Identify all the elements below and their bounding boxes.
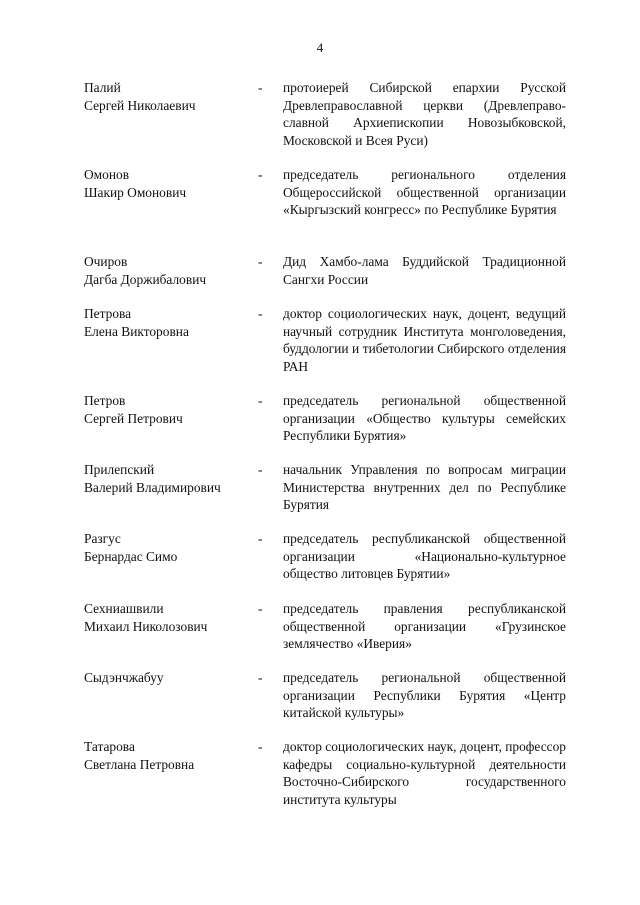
surname: Очиров — [84, 254, 128, 269]
surname: Омонов — [84, 167, 130, 182]
dash-separator: - — [258, 306, 263, 321]
surname: Петров — [84, 393, 126, 408]
position-description: доктор социологических наук, доцент, ведущий научный сотрудник Института монголоведения, буддологии и тибетологии Сибирского отделения РАН — [283, 306, 566, 374]
surname: Татарова — [84, 739, 135, 754]
person-name — [84, 669, 254, 687]
dash-separator: - — [258, 254, 263, 269]
surname: Сыдэнчжабуу — [84, 670, 164, 685]
position-description: председатель регионального отделения Общероссийской общественной организации «Кыргызский конгресс» по Республике Бурятия — [283, 167, 566, 217]
dash-separator: - — [258, 167, 263, 182]
given-names: Михаил Николозович — [84, 618, 208, 634]
page-number: 4 — [316, 40, 324, 55]
person-name — [84, 305, 254, 340]
position-description: начальник Управления по вопросам миграции Министерства внутренних дел по Республике Бурятия — [283, 462, 566, 512]
dash-separator: - — [258, 670, 263, 685]
position-description: председатель республиканской общественной организации «Национально-культурное общество литовцев Бурятии» — [283, 531, 566, 581]
surname: Прилепский — [84, 462, 155, 477]
person-name — [84, 253, 254, 288]
person-name — [84, 166, 254, 201]
surname: Разгус — [84, 531, 121, 546]
person-name — [84, 600, 254, 635]
dash-separator: - — [258, 601, 263, 616]
surname: Петрова — [84, 306, 132, 321]
person-name — [84, 530, 254, 565]
dash-separator: - — [258, 393, 263, 408]
person-name — [84, 79, 254, 114]
given-names: Сергей Петрович — [84, 410, 183, 426]
given-names: Валерий Владимирович — [84, 479, 221, 495]
position-description: председатель региональной общественной организации «Общество культуры семейских Республики Бурятия» — [283, 393, 566, 443]
given-names: Светлана Петровна — [84, 756, 195, 772]
person-name — [84, 392, 254, 427]
person-name — [84, 461, 254, 496]
position-description: председатель региональной общественной организации Республики Бурятия «Центр китайской культуры» — [283, 670, 566, 720]
given-names: Елена Викторовна — [84, 323, 189, 339]
given-names: Сергей Николаевич — [84, 97, 196, 113]
surname: Палий — [84, 80, 121, 95]
position-description: доктор социологических наук, доцент, профессор кафедры социально-культурной деятельности Восточно-Сибирского государственного института культуры — [283, 739, 566, 807]
given-names: Шакир Омонович — [84, 184, 187, 200]
position-description: протоиерей Сибирской епархии Русской Древлеправославной церкви (Древлеправославной Архиепископии Новозыбковской, Московской и Всея Руси) — [283, 80, 566, 148]
position-description: Дид Хамбо-лама Буддийской Традиционной Сангхи России — [283, 254, 566, 287]
given-names: Дагба Доржибалович — [84, 271, 207, 287]
dash-separator: - — [258, 531, 263, 546]
position-description: председатель правления республиканской общественной организации «Грузинское землячество «Иверия» — [283, 601, 566, 651]
dash-separator: - — [258, 739, 263, 754]
surname: Сехниашвили — [84, 601, 164, 616]
dash-separator: - — [258, 80, 263, 95]
person-name — [84, 738, 254, 773]
given-names: Бернардас Симо — [84, 548, 178, 564]
dash-separator: - — [258, 462, 263, 477]
